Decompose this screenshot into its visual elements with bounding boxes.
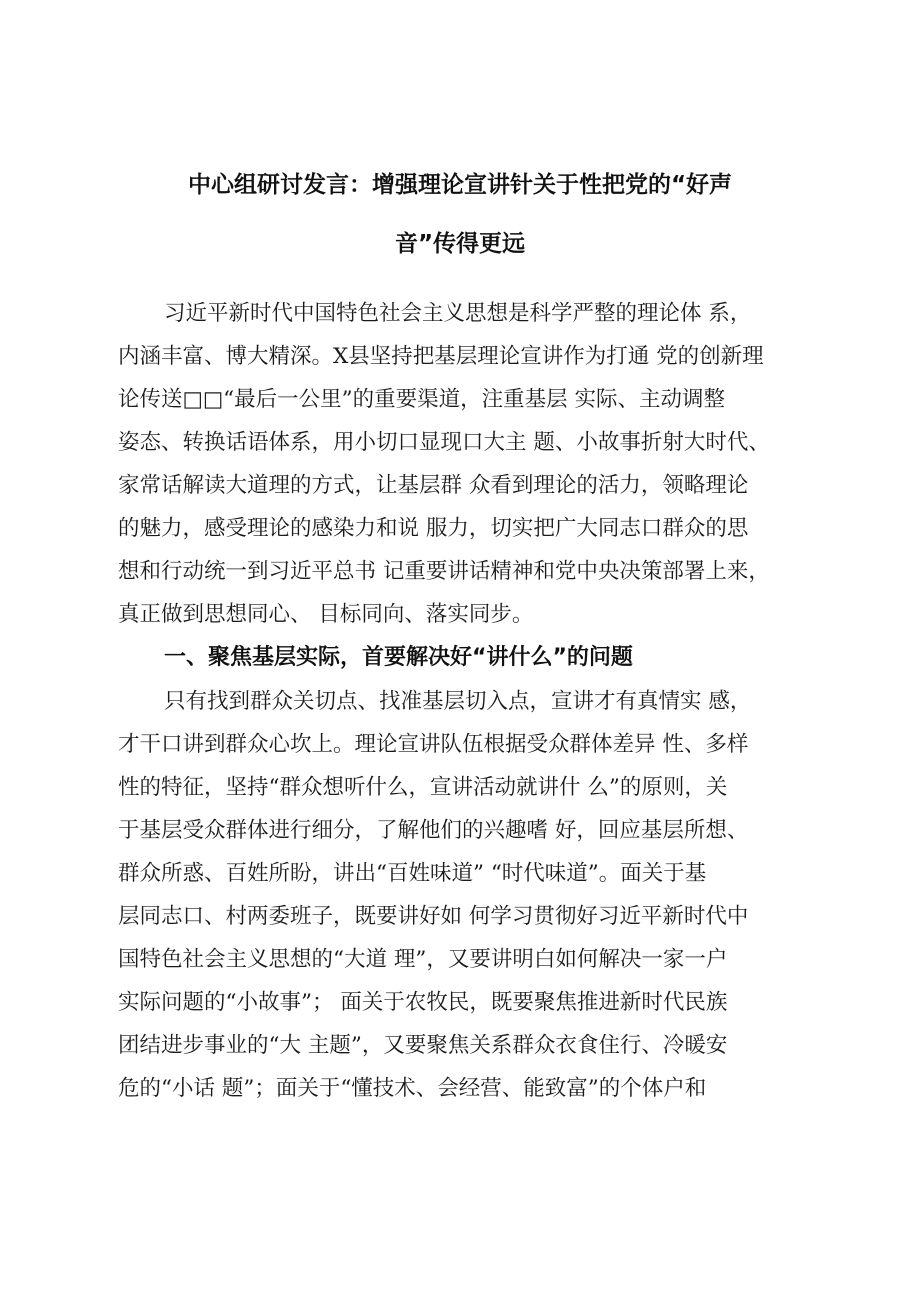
paragraph-1-line-2: 内涵丰富、博大精深。X县坚持把基层理论宣讲作为打通 党的创新理 (118, 344, 764, 369)
paragraph-1-line-4: 姿态、转换话语体系，用小切口显现口大主 题、小故事折射大时代、 (118, 430, 770, 455)
paragraph-2-line-2: 才干口讲到群众心坎上。理论宣讲队伍根据受众群体差异 性、多样 (118, 732, 749, 757)
paragraph-1-line-7: 想和行动统一到习近平总书 记重要讲话精神和党中央决策部署上来， (118, 559, 770, 584)
section-heading-1: 一、聚焦基层实际，首要解决好“讲什么”的问题 (164, 645, 633, 670)
paragraph-2-line-3: 性的特征，坚持“群众想听什么，宣讲活动就讲什 么”的原则，关 (118, 775, 728, 800)
paragraph-2-line-6: 层同志口、村两委班子，既要讲好如 何学习贯彻好习近平新时代中 (118, 904, 749, 929)
document-title-line-1: 中心组研讨发言：增强理论宣讲针关于性把党的“好声 (187, 172, 733, 198)
paragraph-2-line-10: 危的“小话 题”；面关于“懂技术、会经营、能致富”的个体户和 (118, 1076, 707, 1101)
paragraph-1-line-6: 的魅力，感受理论的感染力和说 服力，切实把广大同志口群众的思 (118, 516, 749, 541)
paragraph-2-line-9: 团结进步事业的“大 主题”，又要聚焦关系群众衣食住行、冷暖安 (118, 1033, 728, 1058)
paragraph-1-line-3: 论传送□□“最后一公里”的重要渠道，注重基层 实际、主动调整 (118, 387, 725, 412)
paragraph-2-line-7: 国特色社会主义思想的“大道 理”，又要讲明白如何解决一家一户 (118, 947, 728, 972)
paragraph-2-line-8: 实际问题的“小故事”； 面关于农牧民，既要聚焦推进新时代民族 (118, 990, 728, 1015)
document-title-line-2: 音”传得更远 (394, 231, 526, 257)
paragraph-2-line-1: 只有找到群众关切点、找准基层切入点，宣讲才有真情实 感， (164, 689, 752, 714)
paragraph-1-line-5: 家常话解读大道理的方式，让基层群 众看到理论的活力，领略理论 (118, 473, 749, 498)
paragraph-2-line-4: 于基层受众群体进行细分，了解他们的兴趣嗜 好，回应基层所想、 (118, 818, 749, 843)
paragraph-1-line-8: 真正做到思想同心、 目标同向、落实同步。 (118, 602, 534, 627)
paragraph-1-line-1: 习近平新时代中国特色社会主义思想是科学严整的理论体 系， (164, 301, 752, 326)
paragraph-2-line-5: 群众所惑、百姓所盼，讲出“百姓味道” “时代味道”。面关于基 (118, 861, 707, 886)
